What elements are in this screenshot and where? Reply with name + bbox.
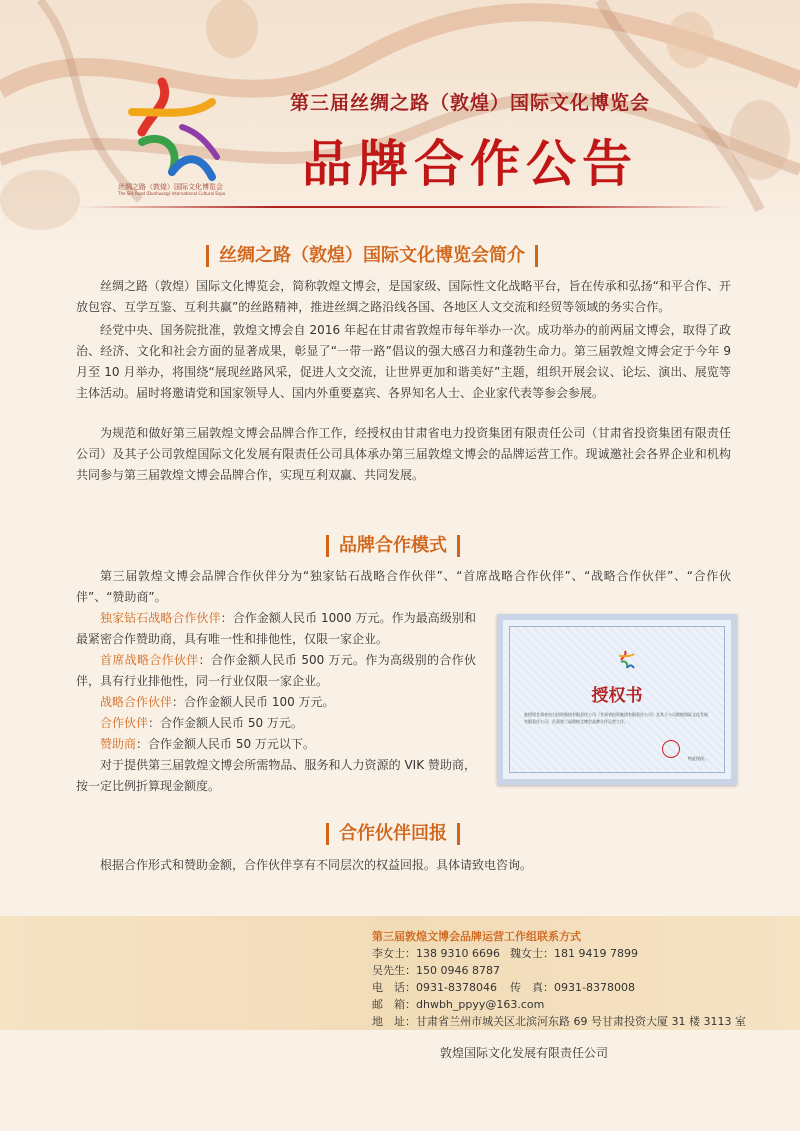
tier-desc: ：合作金额人民币 100 万元。 <box>172 695 335 709</box>
tier-desc: ：合作金额人民币 50 万元。 <box>148 716 303 730</box>
tier-desc: ：合作金额人民币 1000 万元。作为最高级别和最紧密合作赞助商，具有唯一性和排他性，仅限一家企业。 <box>76 611 476 646</box>
tier-name: 战略合作伙伴 <box>100 695 173 709</box>
tier-diamond <box>76 608 476 650</box>
contact-label: 地 址： <box>372 1015 416 1028</box>
tier-name: 赞助商 <box>100 737 137 751</box>
intro-section-title: 丝绸之路（敦煌）国际文化博览会简介 <box>206 245 538 267</box>
reward-section-title: 合作伙伴回报 <box>326 823 460 845</box>
reward-text: 根据合作形式和赞助金额，合作伙伴享有不同层次的权益回报。具体请致电咨询。 <box>100 858 533 872</box>
contact-label: 电 话： <box>372 981 416 994</box>
tier-strategic <box>100 692 480 713</box>
certificate-seal-icon <box>662 740 680 758</box>
authorization-certificate <box>497 614 737 785</box>
expo-logo-icon <box>112 72 242 192</box>
contact-value[interactable]: 0931-8378046 <box>416 981 497 994</box>
mode-intro: 第三届敦煌文博会品牌合作伙伴分为“独家钻石战略合作伙伴”、“首席战略合作伙伴”、“战略合作伙伴”、“合作伙伴”、“赞助商”。 <box>76 569 731 604</box>
company-name: 敦煌国际文化发展有限责任公司 <box>440 1046 609 1060</box>
tier-name: 合作伙伴 <box>100 716 149 730</box>
contact-line-5 <box>372 1014 746 1030</box>
contact-line-3 <box>372 980 497 996</box>
contact-label: 魏女士： <box>510 947 554 960</box>
logo-name-cn: 丝绸之路（敦煌）国际文化博览会 <box>118 183 223 191</box>
mode-section-title: 品牌合作模式 <box>326 535 460 557</box>
tier-sponsor <box>100 734 480 755</box>
contact-label: 李女士： <box>372 947 416 960</box>
certificate-logo-icon <box>616 649 638 671</box>
contact-label: 吴先生： <box>372 964 416 977</box>
tier-chief <box>76 650 476 692</box>
contact-value[interactable]: 138 9310 6696 <box>416 947 500 960</box>
email-link[interactable]: dhwbh_ppyy@163.com <box>416 998 545 1011</box>
contact-value: 甘肃省兰州市城关区北滨河东路 69 号甘肃投资大厦 31 楼 3113 室 <box>416 1015 746 1028</box>
contact-line-4 <box>372 997 544 1013</box>
page-title: 品牌合作公告 <box>302 135 638 193</box>
tier-desc: ：合作金额人民币 500 万元。作为高级别的合作伙伴，具有行业排他性，同一行业仅限一家企业。 <box>76 653 476 688</box>
contact-line-1 <box>372 946 500 962</box>
contact-value[interactable]: 181 9419 7899 <box>554 947 638 960</box>
contact-label: 传 真： <box>510 981 554 994</box>
contact-title: 第三届敦煌文博会品牌运营工作组联系方式 <box>372 930 581 943</box>
contact-value[interactable]: 0931-8378008 <box>554 981 635 994</box>
header-subtitle: 第三届丝绸之路（敦煌）国际文化博览会 <box>289 92 650 114</box>
contact-line-3b <box>510 980 635 996</box>
certificate-body: 兹授权甘肃省电力投资集团有限责任公司（甘肃省投资集团有限责任公司）及其子公司敦煌国际文化发展有限责任公司，负责第三届敦煌文博会品牌合作运营工作。 <box>524 712 708 724</box>
intro-paragraph-1: 丝绸之路（敦煌）国际文化博览会，简称敦煌文博会，是国家级、国际性文化战略平台，旨在传承和弘扬“和平合作、开放包容、互学互鉴、互利共赢”的丝路精神，推进丝绸之路沿线各国、各地区人文交流和经贸等领域的务实合作。 <box>76 279 731 314</box>
header-divider <box>80 206 730 208</box>
tier-partner <box>100 713 480 734</box>
intro-paragraph-2: 经党中央、国务院批准，敦煌文博会自 2016 年起在甘肃省敦煌市每年举办一次。成功举办的前两届文博会，取得了政治、经济、文化和社会方面的显著成果，彰显了“一带一路”倡议的强大感召力和蓬勃生命力。第三届敦煌文博会定于今年 9 月至 10 月举办，将围绕“展现丝路风采，促进人文交流，让世界更加和谐美好”主题，组织开展会议、论坛、演出、展览等主体活动。届时将邀请党和国家领导人、国内外重要嘉宾、各界知名人士、企业家代表等参会参展。 <box>76 323 731 400</box>
certificate-sign: 特此授权。 <box>688 756 708 761</box>
tier-desc: ：合作金额人民币 50 万元以下。 <box>136 737 315 751</box>
intro-paragraph-3: 为规范和做好第三届敦煌文博会品牌合作工作，经授权由甘肃省电力投资集团有限责任公司（甘肃省投资集团有限责任公司）及其子公司敦煌国际文化发展有限责任公司具体承办第三届敦煌文博会的品牌运营工作。现诚邀社会各界企业和机构共同参与第三届敦煌文博会品牌合作，实现互利双赢、共同发展。 <box>76 426 731 482</box>
contact-label: 邮 箱： <box>372 998 416 1011</box>
contact-value[interactable]: 150 0946 8787 <box>416 964 500 977</box>
tier-name: 独家钻石战略合作伙伴 <box>100 611 221 625</box>
vik-note: 对于提供第三届敦煌文博会所需物品、服务和人力资源的 VIK 赞助商，按一定比例折算现金额度。 <box>76 758 476 793</box>
contact-line-1b <box>510 946 638 962</box>
logo-name-en: The Silk Road (Dunhuang) International Cultural Expo <box>118 191 226 196</box>
tier-name: 首席战略合作伙伴 <box>100 653 199 667</box>
certificate-frame <box>509 626 725 773</box>
certificate-title: 授权书 <box>591 686 643 706</box>
contact-line-2 <box>372 963 500 979</box>
